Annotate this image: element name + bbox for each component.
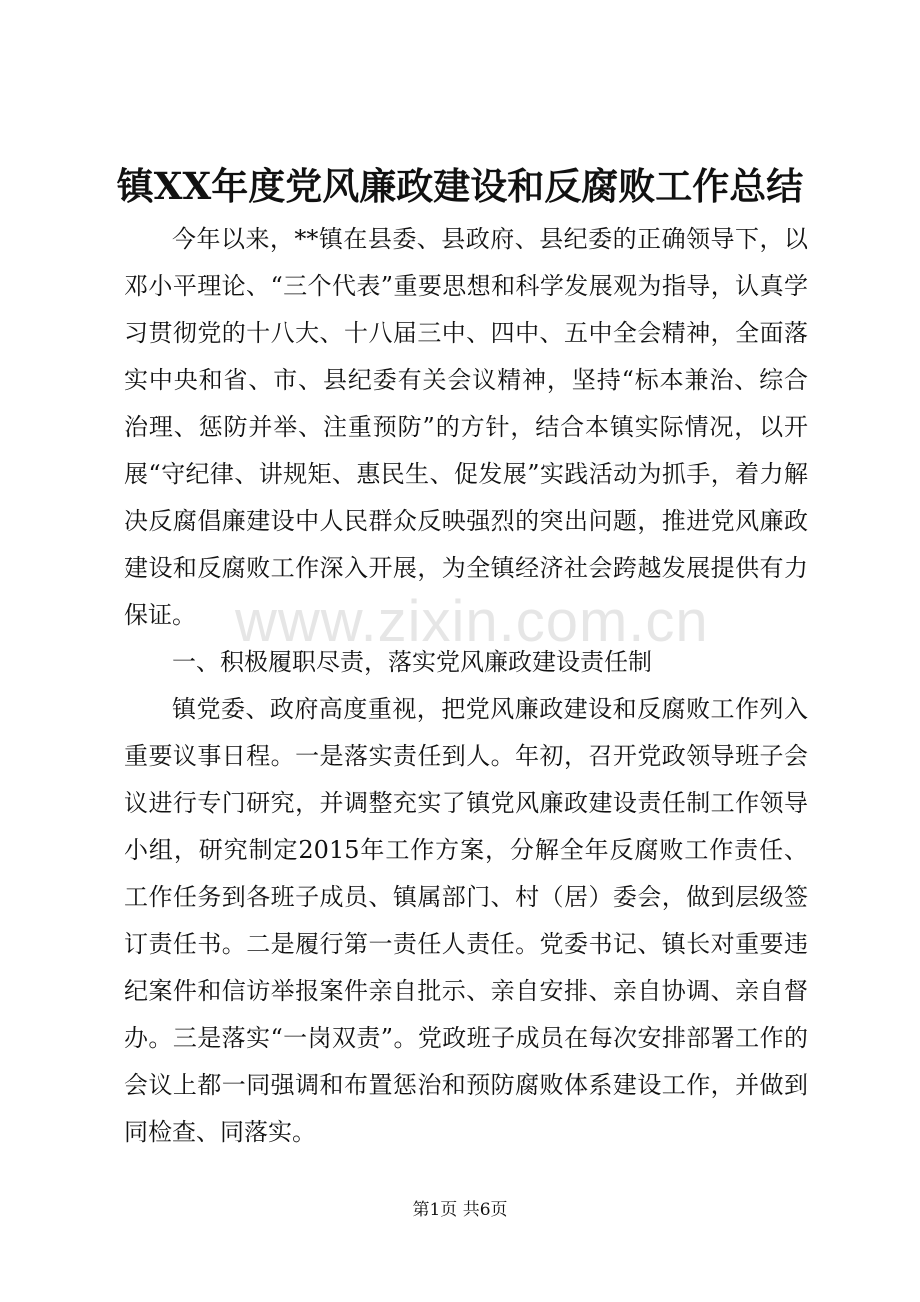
page-number-footer: 第1页 共6页 xyxy=(412,1200,508,1220)
document-title: 镇XX年度党风廉政建设和反腐败工作总结 xyxy=(116,164,804,208)
section-heading-1: 一、积极履职尽责，落实党风廉政建设责任制 xyxy=(172,648,652,676)
section-paragraph-1: 镇党委、政府高度重视，把党风廉政建设和反腐败工作列入重要议事日程。一是落实责任到人。年初，召开党政领导班子会议进行专门研究，并调整充实了镇党风廉政建设责任制工作领导小组，研究制定2015年工作方案，分解全年反腐败工作责任、工作任务到各班子成员、镇属部门、村（居）委会，做到层级签订责任书。二是履行第一责任人责任。党委书记、镇长对重要违纪案件和信访举报案件亲自批示、亲自安排、亲自协调、亲自督办。三是落实“一岗双责”。党政班子成员在每次安排部署工作的会议上都一同强调和布置惩治和预防腐败体系建设工作，并做到同检查、同落实。 xyxy=(124,695,808,1146)
intro-paragraph: 今年以来，**镇在县委、县政府、县纪委的正确领导下，以邓小平理论、“三个代表”重要思想和科学发展观为指导，认真学习贯彻党的十八大、十八届三中、四中、五中全会精神，全面落实中央和省、市、县纪委有关会议精神，坚持“标本兼治、综合治理、惩防并举、注重预防”的方针，结合本镇实际情况，以开展“守纪律、讲规矩、惠民生、促发展”实践活动为抓手，着力解决反腐倡廉建设中人民群众反映强烈的突出问题，推进党风廉政建设和反腐败工作深入开展，为全镇经济社会跨越发展提供有力保证。 xyxy=(124,225,808,629)
document-body xyxy=(124,216,808,1156)
watermark: www.zixin.com.cn xyxy=(235,589,709,654)
